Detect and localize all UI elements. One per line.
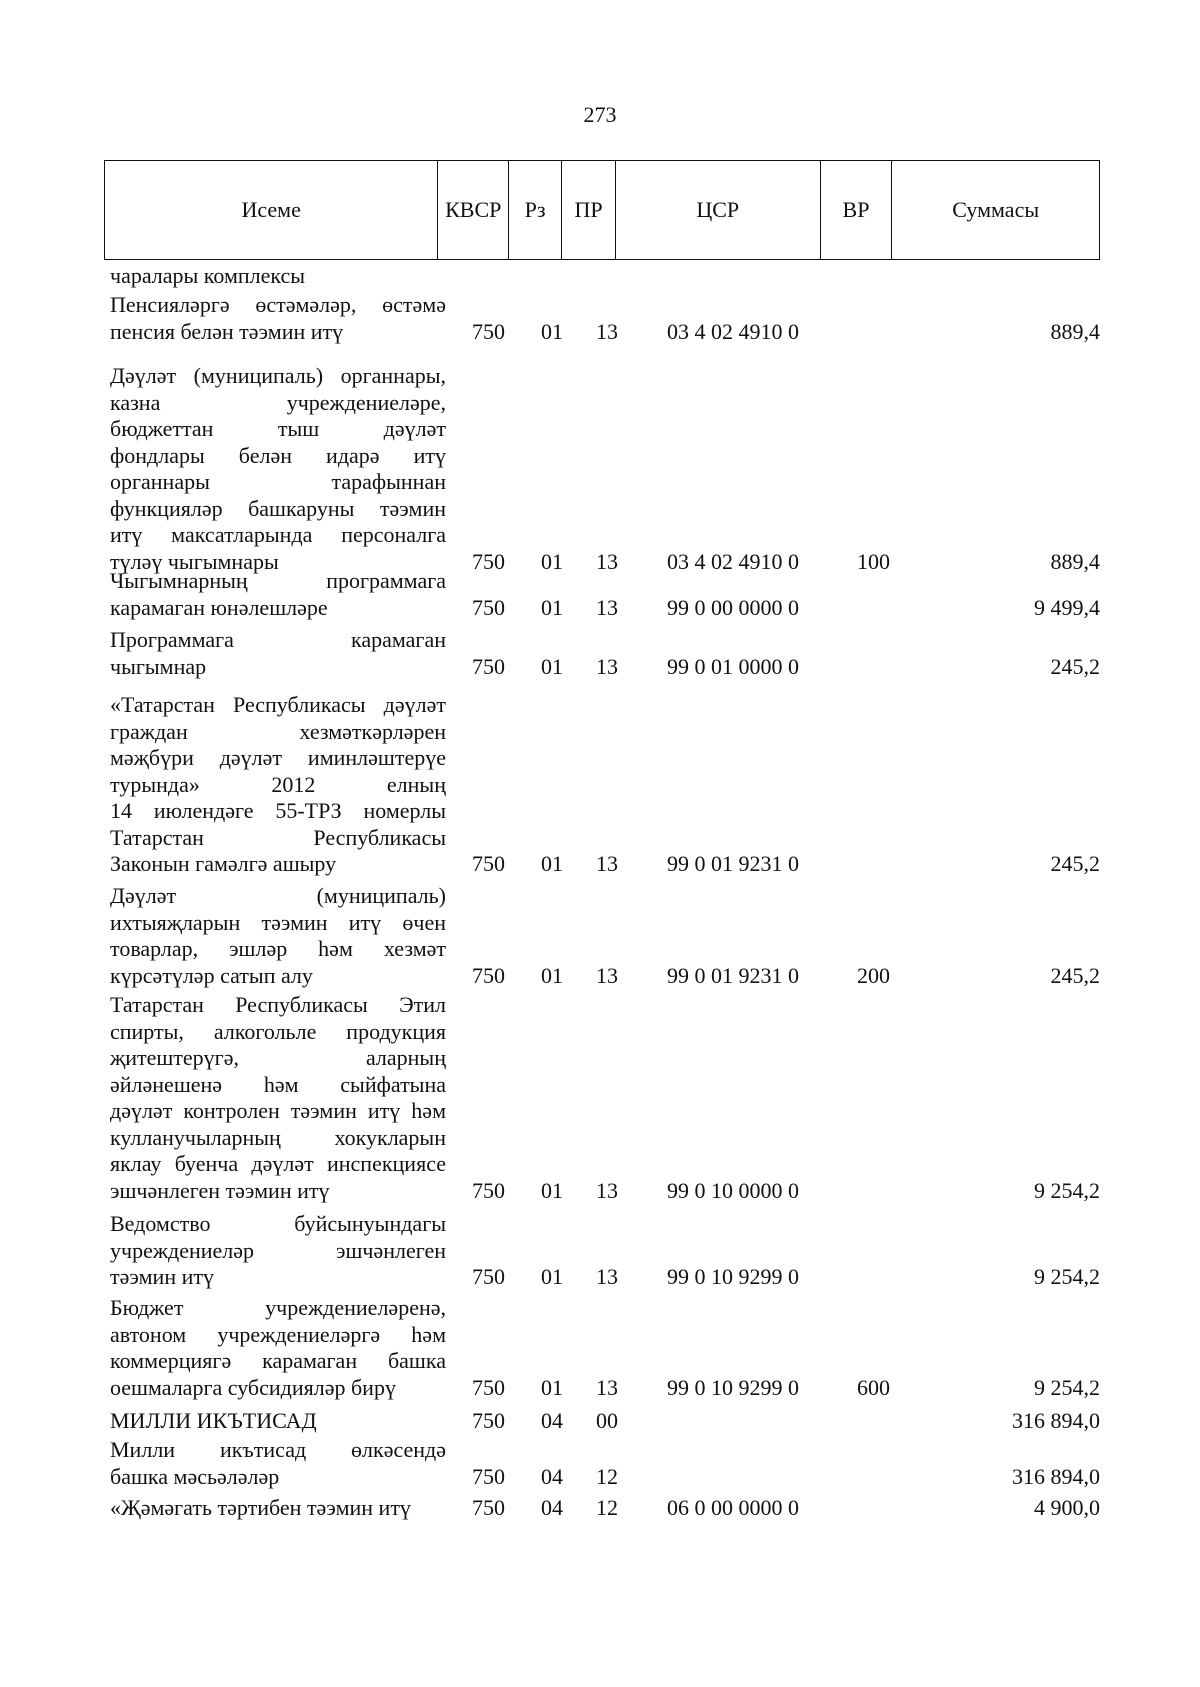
cell-vr: 600 [857,1374,890,1400]
cell-pr: 12 [596,1495,618,1520]
row-name-line: товарлар, эшләр һәм хезмәт [110,936,446,961]
row-name-line: коммерциягә карамаган башка [110,1348,446,1373]
row-name-line: автоном учреждениеләргә һәм [110,1321,446,1347]
cell-csr: 99 0 10 9299 0 [667,1374,799,1400]
row-name-line: карамаган юнәлешләре [110,594,328,620]
row-name-line: граждан хезмәткәрләрен [110,718,446,744]
page-number: 273 [583,102,617,127]
row-name [110,992,446,1204]
row-name [110,292,446,345]
cell-sum: 245,2 [1050,851,1100,876]
row-name-line: Дәүләт (муниципаль) [110,883,446,908]
cell-rz: 01 [541,962,563,988]
cell-pr: 13 [596,1264,618,1289]
cell-kvsr: 750 [472,318,505,344]
cell-sum: 889,4 [1050,318,1100,344]
cell-pr: 13 [596,594,618,620]
cell-kvsr: 750 [472,1177,505,1203]
cell-rz: 01 [541,1264,563,1289]
cell-sum: 889,4 [1050,548,1100,574]
row-name-line: фондлары белән идарә итү [110,442,446,468]
row-name-line: Татарстан Республикасы Этил [110,992,446,1017]
row-name-line: кулланучыларның хокукларын [110,1124,446,1150]
row-name-line: «Татарстан Республикасы дәүләт [110,692,446,717]
cell-kvsr: 750 [472,1408,505,1433]
row-name [110,1295,446,1401]
row-name [110,1495,446,1522]
row-name-line: Дәүләт (муниципаль) органнары, [110,363,446,388]
cell-kvsr: 750 [472,962,505,988]
row-name-line: күрсәтүләр сатып алу [110,962,313,988]
row-name-line: чаралары комплексы [110,263,306,288]
cell-csr: 99 0 01 0000 0 [667,653,799,679]
row-name-line: эшчәнлеген тәэмин итү [110,1177,330,1203]
row-name-line: Программага карамаган [110,627,446,652]
cell-pr: 13 [596,962,618,988]
row-name-line: Ведомство буйсынуындагы [110,1211,446,1236]
row-name-line: учреждениеләр эшчәнлеген [110,1237,446,1263]
row-name-line: ихтыяҗларын тәэмин итү өчен [110,909,446,935]
cell-sum: 245,2 [1050,653,1100,679]
column-header-kvsr: КВСР [438,161,509,259]
cell-kvsr: 750 [472,653,505,679]
table-header [104,160,1100,260]
cell-csr: 99 0 01 9231 0 [667,962,799,988]
row-name-line: Чыгымнарның программага [110,568,446,593]
cell-pr: 13 [596,1177,618,1203]
row-name-line: Бюджет учреждениеләренә, [110,1295,446,1320]
cell-csr: 99 0 01 9231 0 [667,851,799,876]
cell-pr: 13 [596,851,618,876]
row-name-line: итү максатларында персоналга [110,522,446,547]
cell-kvsr: 750 [472,594,505,620]
row-name [110,692,446,878]
row-name-line: түләү чыгымнары [110,548,279,574]
cell-rz: 01 [541,1374,563,1400]
cell-csr: 03 4 02 4910 0 [667,548,799,574]
row-name-line: функцияләр башкаруны тәэмин [110,495,446,521]
column-header-name: Исеме [105,161,438,259]
cell-sum: 316 894,0 [1012,1408,1100,1433]
cell-rz: 01 [541,1177,563,1203]
cell-vr: 200 [857,962,890,988]
row-name-line: бюджеттан тыш дәүләт [110,416,446,441]
cell-kvsr: 750 [472,1374,505,1400]
row-name [110,1211,446,1291]
cell-kvsr: 750 [472,851,505,876]
cell-sum: 9 254,2 [1034,1264,1100,1289]
cell-rz: 04 [541,1463,563,1489]
row-name-line: тәэмин итү [110,1264,214,1289]
row-name-line: «Җәмәгать тәртибен тәэмин итү [110,1495,411,1520]
row-name-line: яклау буенча дәүләт инспекциясе [110,1151,446,1176]
cell-sum: 245,2 [1050,962,1100,988]
column-header-rz: Рз [509,161,562,259]
row-name [110,1408,446,1435]
row-name [110,1437,446,1490]
cell-pr: 13 [596,318,618,344]
cell-pr: 13 [596,653,618,679]
row-name [110,568,446,621]
cell-rz: 01 [541,851,563,876]
cell-rz: 01 [541,594,563,620]
cell-rz: 04 [541,1408,563,1433]
row-name-line: Татарстан Республикасы [110,824,446,850]
row-name-line: оешмаларга субсидияләр бирү [110,1374,396,1400]
row-name-line: башка мәсьәләләр [110,1463,280,1489]
cell-kvsr: 750 [472,548,505,574]
row-name [110,883,446,989]
cell-rz: 01 [541,548,563,574]
row-name-line: спирты, алкогольле продукция [110,1018,446,1044]
row-name-line: мәҗбүри дәүләт иминләштерүе [110,745,446,770]
row-name-line: чыгымнар [110,653,207,679]
cell-pr: 13 [596,548,618,574]
cell-pr: 00 [596,1408,618,1433]
row-name [110,363,446,575]
column-header-pr: ПР [562,161,616,259]
column-header-vr: ВР [821,161,893,259]
cell-kvsr: 750 [472,1495,505,1520]
row-name-line: казна учреждениеләре, [110,389,446,415]
row-name-line: Пенсияләргә өстәмәләр, өстәмә [110,292,446,317]
cell-csr: 99 0 10 0000 0 [667,1177,799,1203]
row-name-line: 14 июлендәге 55-ТРЗ номерлы [110,798,446,823]
column-header-sum: Суммасы [952,197,1040,222]
cell-rz: 01 [541,653,563,679]
cell-sum: 9 254,2 [1034,1374,1100,1400]
cell-rz: 01 [541,318,563,344]
cell-vr: 100 [857,548,890,574]
row-name-line: әйләнешенә һәм сыйфатына [110,1071,446,1097]
cell-csr: 06 0 00 0000 0 [667,1495,799,1520]
cell-sum: 9 254,2 [1034,1177,1100,1203]
cell-pr: 13 [596,1374,618,1400]
cell-sum: 4 900,0 [1034,1495,1100,1520]
cell-pr: 12 [596,1463,618,1489]
row-name-line: МИЛЛИ ИКЪТИСАД [110,1408,317,1433]
cell-kvsr: 750 [472,1264,505,1289]
cell-csr: 99 0 10 9299 0 [667,1264,799,1289]
cell-sum: 316 894,0 [1012,1463,1100,1489]
row-name-line: җитештерүгә, аларның [110,1045,446,1070]
cell-sum: 9 499,4 [1034,594,1100,620]
row-name-line: Милли икътисад өлкәсендә [110,1437,446,1462]
row-name-line: Законын гамәлгә ашыру [110,851,337,876]
cell-kvsr: 750 [472,1463,505,1489]
row-name [110,263,446,290]
row-name-line: турында» 2012 елның [110,771,446,797]
row-name-line: пенсия белән тәэмин итү [110,318,344,344]
column-header-csr: ЦСР [616,161,821,259]
row-name-line: органнары тарафыннан [110,469,446,494]
row-name-line: дәүләт контролен тәэмин итү һәм [110,1098,446,1123]
cell-rz: 04 [541,1495,563,1520]
cell-csr: 03 4 02 4910 0 [667,318,799,344]
cell-csr: 99 0 00 0000 0 [667,594,799,620]
row-name [110,627,446,680]
